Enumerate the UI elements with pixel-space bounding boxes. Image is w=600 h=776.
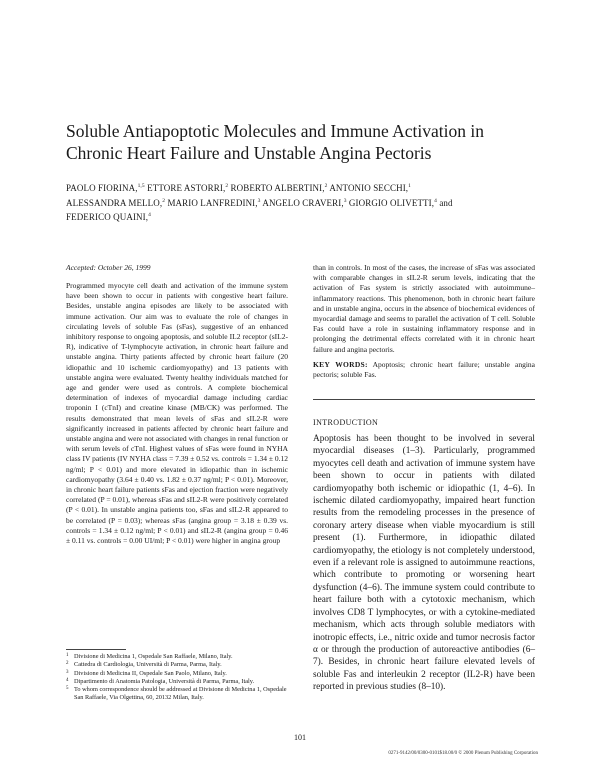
abstract-text-right: than in controls. In most of the cases, the increase of sFas was associated with comparable changes in sIL2-R serum levels, indicating that the activation of Fas system is strictly associated with autoimmune–inflammatory reactions. This phenomenon, both in chronic heart failure and in unstable angina, occurs in the absence of biochemical evidences of myocardial damage and seems to parallel the activation of T cell. Soluble Fas could have a role in sustaining inflammatory response and in prolonging the detrimental effects correlated with it in chronic heart failure and angina pectoris. [313, 263, 535, 354]
footnote-divider [66, 649, 126, 650]
footnote: 5 To whom correspondence should be addressed at Divisione di Medicina 1, Ospedale San Raffaele, Via Olgettina, 60, 20132 Milan, Italy. [66, 686, 287, 702]
author: FEDERICO QUAINI,$^4$ [66, 212, 151, 222]
accepted-date: Accepted: October 26, 1999 [66, 263, 151, 272]
introduction-body [313, 433, 535, 694]
title-line-1: Soluble Antiapoptotic Molecules and Immune Activation in [66, 121, 484, 141]
paper-title [66, 120, 546, 164]
keywords [313, 360, 535, 380]
page-number: 101 [294, 733, 306, 742]
footnote: 3 Divisione di Medicina II, Ospedale San Paolo, Milano, Italy. [66, 669, 227, 677]
author: PAOLO FIORINA,$^{1,5}$ [66, 183, 145, 193]
author: ALESSANDRA MELLO,$^2$ [66, 197, 166, 208]
section-heading-introduction: INTRODUCTION [313, 418, 379, 427]
introduction-paragraph: Apoptosis has been thought to be involved in several myocardial diseases (1–3). Particularly, programmed myocytes cell death and activation of immune system have been shown to occur in patients with dilated cardiomyopathy both ischemic or idiopathic (1, 4–6). In ischemic dilated cardiomyopathy, impaired heart function results from the remodeling processes in the presence of coronary artery disease when viable myocardium is still present (1). Furthermore, in idiopathic dilated cardiomyopathy, the etiology is not completely understood, even if a relevant role is assigned to autoimmune reactions, which contribute to promoting or worsening heart dysfunction (4–6). The immune system could contribute to heart failure both with a cytotoxic mechanism, which involves CD8 T lymphocytes, or with a cytokine-mediated mechanism, which acts through soluble mediators with inotropic effects, i.e., nitric oxide and tumor necrosis factor α or through the production of autoreactive antibodies (6–7). Besides, in chronic heart failure elevated levels of soluble Fas and interleukin 2 receptor (IL2-R) have been reported in previous studies (8–10). [313, 434, 535, 693]
author: ROBERTO ALBERTINI,$^2$ [230, 183, 328, 193]
footnotes [66, 653, 288, 703]
abstract-text-left: Programmed myocyte cell death and activation of the immune system have been shown to occur in patients with congestive heart failure. Besides, unstable angina episodes are likely to be associated with immune activation. Our aim was to evaluate the role of changes in circulating levels of soluble Fas (sFas), suggestive of an enhanced inhibitory response to ongoing apoptosis, and soluble IL2 receptor (sIL2-R), indicative of T-lymphocyte activation, in chronic heart failure and unstable angina. Thirty patients affected by chronic heart failure (20 idiopathic and 10 ischemic cardiomyopathy) and 13 patients with unstable angina were evaluated. Twenty healthy individuals matched for age and gender were used as controls. A complete biochemical determination of indexes of myocardial damage including cardiac troponin I (cTnI) and creatine kinase (MB/CK) was performed. The results demonstrated that mean levels of sFas and sIL2-R were significantly increased in patients affected by chronic heart failure and unstable angina and were not associated with changes in renal function or with serum levels of cTnI. Highest values of sFas were found in NYHA class IV patients (IV NYHA class = 7.39 ± 0.52 vs. controls = 1.34 ± 0.12 ng/ml; P < 0.01) and more elevated in idiopathic than in ischemic cardiomyopathy (3.64 ± 0.40 vs. 1.82 ± 0.37 ng/ml; P < 0.01). Moreover, in chronic heart failure patients sFas and ejection fraction were negatively correlated (P = 0.01), whereas sFas and sIL2-R were positively correlated (P < 0.01). In unstable angina patients too, sFas and sIL2-R appeared to be correlated (P = 0.03); whereas sFas (angina group = 3.18 ± 0.39 vs. controls = 1.34 ± 0.12 ng/ml; P < 0.01) and sIL2-R (angina group = 0.46 ± 0.11 vs. controls = 0.00 UI/ml; P < 0.01) were higher in angina group [66, 281, 288, 546]
keywords-text: Apoptosis; chronic heart failure; unstable angina pectoris; soluble Fas. [313, 359, 535, 380]
author: ANTONIO SECCHI,$^1$ [329, 183, 412, 193]
copyright-line: 0271-9142/00/0300-0101$18.00/0 © 2000 Plenum Publishing Corporation [388, 751, 538, 756]
author: GIORGIO OLIVETTI,$^4$ and [348, 197, 453, 208]
footnote: 4 Dipartimento di Anatomia Patologia, Università di Parma, Parma, Italy. [66, 677, 255, 685]
title-line-2: Chronic Heart Failure and Unstable Angina Pectoris [66, 143, 432, 163]
author: ANGELO CRAVERI,$^3$ [262, 197, 347, 208]
author-list [66, 180, 546, 224]
abstract-right-column [313, 263, 535, 380]
footnote: 2 Cattedra di Cardiologia, Università di Parma, Parma, Italy. [66, 661, 222, 669]
abstract-divider [313, 399, 535, 400]
keywords-label: KEY WORDS: [313, 359, 368, 369]
footnote: 1 Divisione di Medicina 1, Ospedale San Raffaele, Milano, Italy. [66, 653, 233, 660]
abstract-left-column [66, 281, 288, 546]
author: ETTORE ASTORRI,$^2$ [147, 183, 229, 193]
author: MARIO LANFREDINI,$^3$ [167, 197, 261, 208]
